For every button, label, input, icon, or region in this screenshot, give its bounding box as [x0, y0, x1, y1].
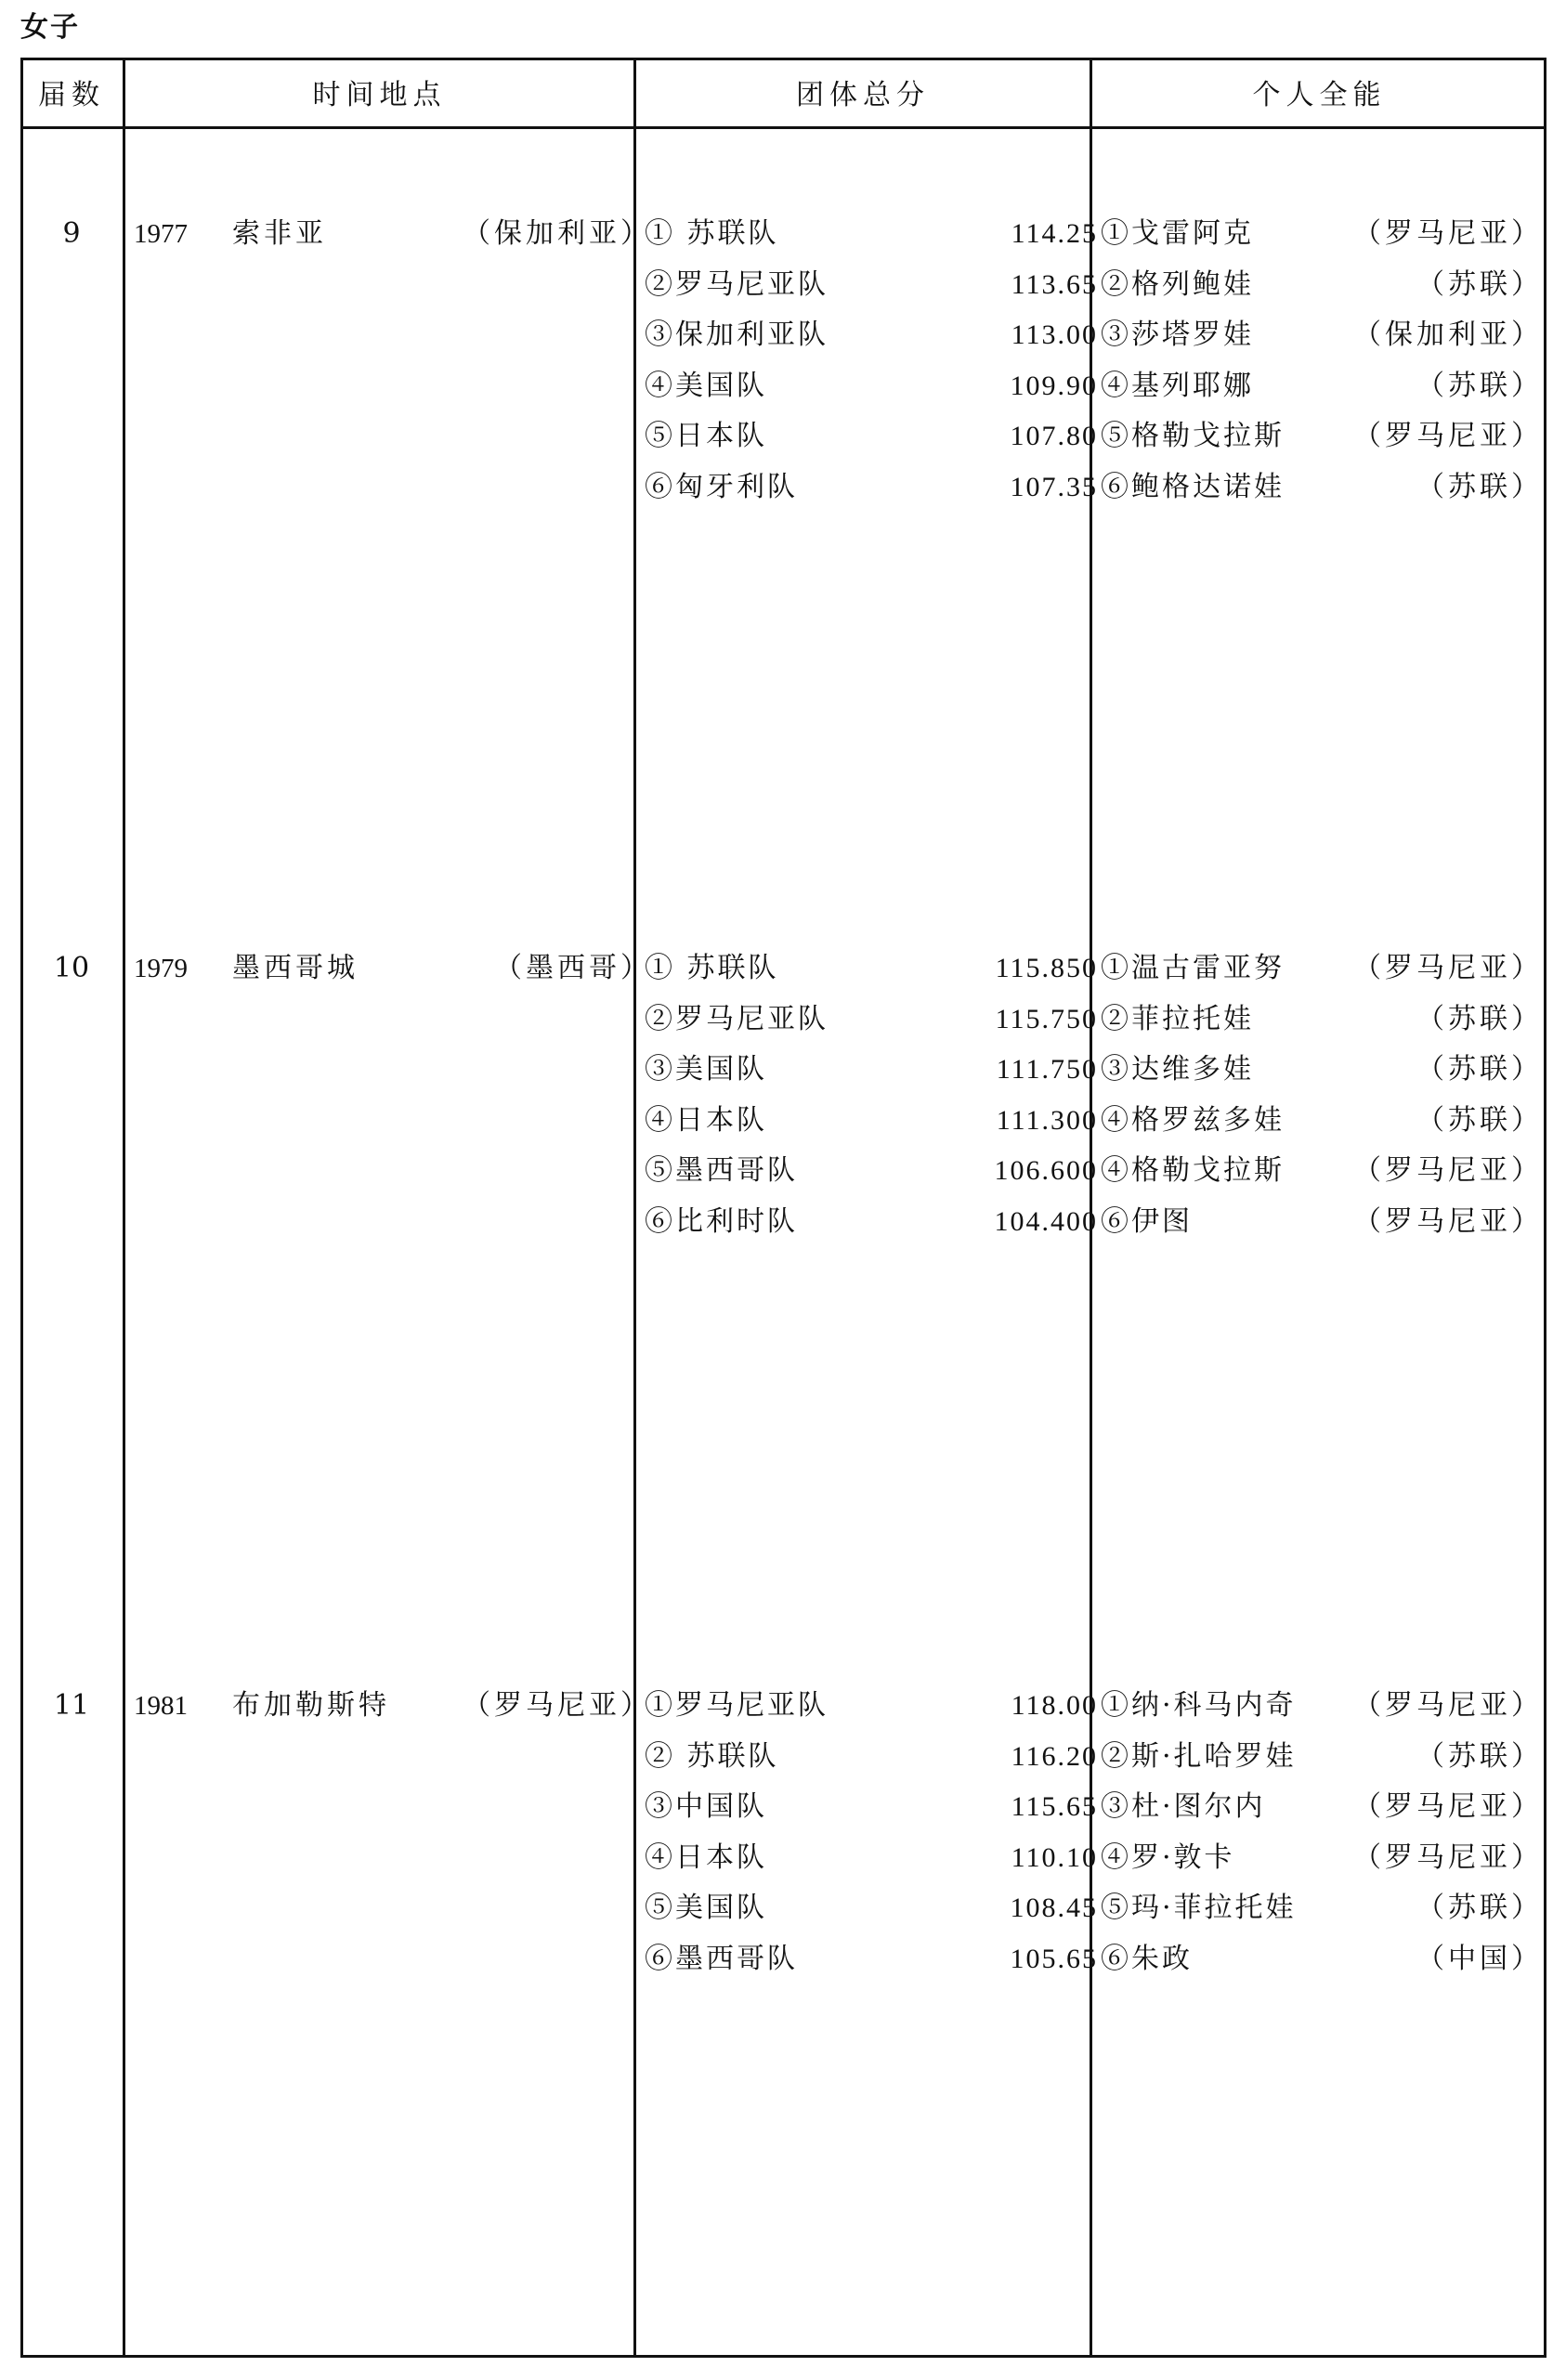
individual-country: （苏联） [1416, 370, 1543, 402]
edition-number: 9 [62, 217, 81, 250]
team-score: 113.65 [1011, 269, 1098, 300]
individual-country: （罗马尼亚） [1353, 1154, 1543, 1187]
team-name: ② 苏联队 [645, 1740, 779, 1773]
team-score: 107.35 [1010, 472, 1098, 502]
individual-country: （苏联） [1416, 1053, 1543, 1086]
column-divider-edition [123, 58, 125, 2358]
individual-country: （苏联） [1416, 1003, 1543, 1035]
individual-name: ⑤玛·菲拉托娃 [1101, 1892, 1297, 1924]
edition-year: 1979 [134, 954, 188, 983]
team-name: ⑥匈牙利队 [645, 471, 798, 503]
team-name: ③中国队 [645, 1790, 767, 1823]
individual-name: ③达维多娃 [1101, 1053, 1254, 1086]
individual-name: ③杜·图尔内 [1101, 1790, 1266, 1823]
team-name: ⑤美国队 [645, 1892, 767, 1924]
individual-name: ①戈雷阿克 [1101, 217, 1254, 250]
edition-city: 索非亚 [232, 217, 327, 250]
team-name: ① 苏联队 [645, 952, 779, 984]
team-score: 113.00 [1011, 319, 1098, 350]
team-score: 104.400 [994, 1206, 1098, 1237]
team-score: 114.25 [1011, 218, 1098, 249]
team-score: 118.00 [1011, 1690, 1098, 1721]
header-edition: 届数 [38, 79, 105, 111]
team-name: ③美国队 [645, 1053, 767, 1086]
team-score: 110.10 [1011, 1842, 1098, 1873]
individual-name: ①纳·科马内奇 [1101, 1689, 1297, 1722]
individual-country: （苏联） [1416, 1104, 1543, 1137]
individual-name: ④罗·敦卡 [1101, 1841, 1235, 1874]
individual-country: （苏联） [1416, 268, 1543, 301]
individual-name: ①温古雷亚努 [1101, 952, 1285, 984]
edition-country: （墨西哥） [494, 952, 652, 984]
individual-country: （罗马尼亚） [1353, 952, 1543, 984]
edition-city: 布加勒斯特 [232, 1689, 390, 1722]
individual-name: ②菲拉托娃 [1101, 1003, 1254, 1035]
individual-name: ④格罗兹多娃 [1101, 1104, 1285, 1137]
team-score: 109.90 [1010, 371, 1098, 401]
header-team-total: 团体总分 [796, 79, 930, 111]
individual-country: （罗马尼亚） [1353, 1205, 1543, 1238]
individual-country: （罗马尼亚） [1353, 1689, 1543, 1722]
team-score: 115.750 [995, 1004, 1098, 1034]
team-name: ②罗马尼亚队 [645, 268, 829, 301]
individual-country: （苏联） [1416, 1892, 1543, 1924]
team-score: 115.65 [1011, 1791, 1098, 1822]
team-score: 108.45 [1010, 1892, 1098, 1923]
edition-country: （保加利亚） [463, 217, 652, 250]
edition-number: 10 [53, 952, 90, 984]
individual-country: （苏联） [1416, 471, 1543, 503]
individual-name: ④格勒戈拉斯 [1101, 1154, 1285, 1187]
individual-country: （中国） [1416, 1943, 1543, 1975]
edition-year: 1977 [134, 219, 188, 249]
header-individual-all-around: 个人全能 [1252, 79, 1387, 111]
team-name: ③保加利亚队 [645, 319, 829, 351]
section-title: 女子 [20, 11, 80, 44]
header-time-place: 时间地点 [312, 79, 447, 111]
individual-country: （罗马尼亚） [1353, 217, 1543, 250]
team-name: ②罗马尼亚队 [645, 1003, 829, 1035]
individual-country: （保加利亚） [1353, 319, 1543, 351]
team-score: 111.750 [996, 1054, 1098, 1085]
team-score: 116.20 [1011, 1741, 1098, 1772]
team-name: ④日本队 [645, 1841, 767, 1874]
team-name: ⑥比利时队 [645, 1205, 798, 1238]
team-score: 106.600 [994, 1155, 1098, 1186]
individual-name: ⑥鲍格达诺娃 [1101, 471, 1285, 503]
individual-name: ②格列鲍娃 [1101, 268, 1254, 301]
column-divider-time-place [633, 58, 636, 2358]
team-name: ④日本队 [645, 1104, 767, 1137]
team-name: ⑤墨西哥队 [645, 1154, 798, 1187]
individual-name: ⑥伊图 [1101, 1205, 1193, 1238]
edition-country: （罗马尼亚） [463, 1689, 652, 1722]
team-name: ⑥墨西哥队 [645, 1943, 798, 1975]
individual-country: （罗马尼亚） [1353, 1790, 1543, 1823]
individual-name: ④基列耶娜 [1101, 370, 1254, 402]
individual-country: （苏联） [1416, 1740, 1543, 1773]
team-score: 105.65 [1010, 1944, 1098, 1974]
individual-name: ⑤格勒戈拉斯 [1101, 420, 1285, 452]
individual-name: ③莎塔罗娃 [1101, 319, 1254, 351]
edition-city: 墨西哥城 [232, 952, 359, 984]
team-name: ④美国队 [645, 370, 767, 402]
header-divider [20, 126, 1546, 129]
individual-country: （罗马尼亚） [1353, 1841, 1543, 1874]
individual-name: ⑥朱政 [1101, 1943, 1193, 1975]
individual-name: ②斯·扎哈罗娃 [1101, 1740, 1297, 1773]
team-name: ⑤日本队 [645, 420, 767, 452]
team-name: ① 苏联队 [645, 217, 779, 250]
edition-year: 1981 [134, 1691, 188, 1721]
team-score: 111.300 [996, 1105, 1098, 1136]
team-score: 107.80 [1010, 421, 1098, 451]
individual-country: （罗马尼亚） [1353, 420, 1543, 452]
team-name: ①罗马尼亚队 [645, 1689, 829, 1722]
edition-number: 11 [53, 1689, 90, 1722]
team-score: 115.850 [995, 953, 1098, 983]
